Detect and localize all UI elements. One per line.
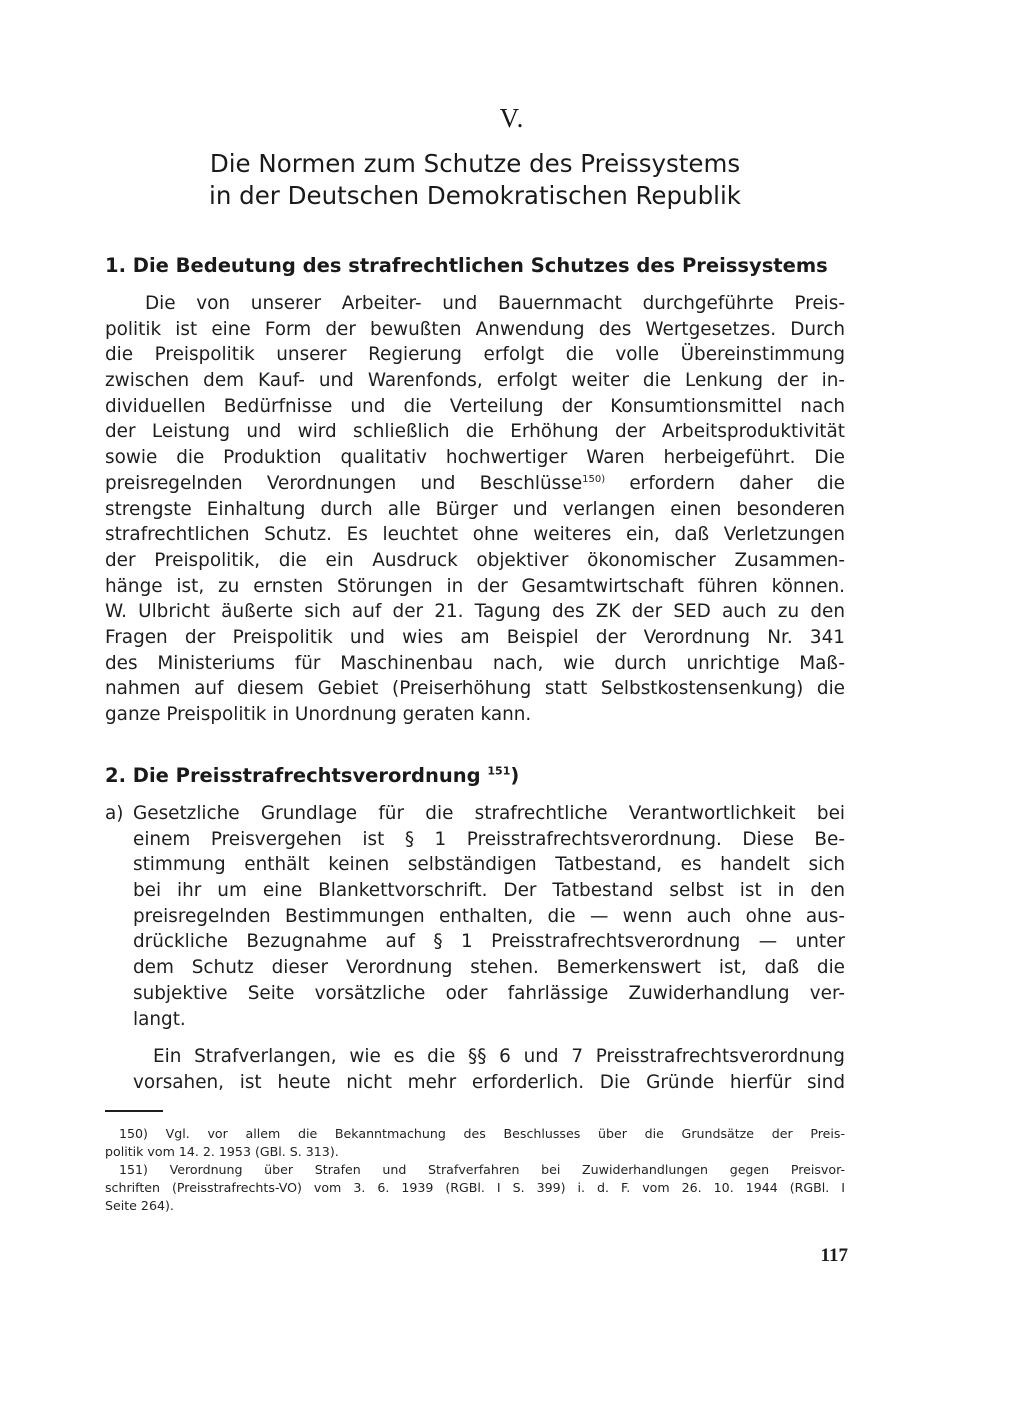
text-line: der Leistung und wird schließlich die Erhöhung der Arbeitsproduktivität [105,421,845,443]
section-2-body [105,801,845,1096]
list-item-a [105,801,845,1032]
footnote-ref-151: 151 [487,764,511,778]
text-line: stimmung enthält keinen selbständigen Tatbestand, es handelt sich [133,854,845,876]
text-line: dividuellen Bedürfnisse und die Verteilung der Konsumtionsmittel nach [105,395,845,417]
text-fragment: preisregelnden Verordnungen und Beschlüsse [105,472,583,494]
text-line: subjektive Seite vorsätzliche oder fahrlässige Zuwiderhandlung ver- [133,982,845,1004]
text-line: W. Ulbricht äußerte sich auf der 21. Tagung des ZK der SED auch zu den [105,601,845,623]
page-number: 117 [820,1245,848,1266]
text-line [105,471,845,497]
text-line: ganze Preispolitik in Unordnung geraten kann. [105,704,532,725]
text-fragment: erfordern daher die [629,472,845,494]
text-line: strafrechtlichen Schutz. Es leuchtet ohne weiteres ein, daß Verletzungen [105,524,845,546]
text-line: der Preispolitik, die ein Ausdruck objektiver ökonomischer Zusammen- [105,549,845,571]
footnote-line: schriften (Preisstrafrechts-VO) vom 3. 6. 1939 (RGBl. I S. 399) i. d. F. vom 26. 10. 1944 (RGBl. I [105,1180,845,1195]
text-line: nahmen auf diesem Gebiet (Preiserhöhung statt Selbstkostensenkung) die [105,678,845,700]
text-line: hänge ist, zu ernsten Störungen in der Gesamtwirtschaft führen können. [105,575,845,597]
footnotes [105,1125,845,1215]
footnote-ref-150: 150) [582,473,606,485]
section-2-heading [105,764,519,787]
text-line: Fragen der Preispolitik und wies am Beispiel der Verordnung Nr. 341 [105,626,845,648]
chapter-title-line: Die Normen zum Schutze des Preissystems [209,149,741,178]
footnote-line: 150) Vgl. vor allem die Bekanntmachung des Beschlusses über die Grundsätze der Preis- [119,1126,845,1141]
text-line: des Ministeriums für Maschinenbau nach, wie durch unrichtige Maß- [105,652,845,674]
chapter-title [0,148,950,212]
chapter-title-line: in der Deutschen Demokratischen Republik [209,181,741,210]
text-line: dem Schutz dieser Verordnung stehen. Bemerkenswert ist, daß die [133,957,845,979]
footnote-150 [105,1125,845,1161]
section-1-heading: 1. Die Bedeutung des strafrechtlichen Schutzes des Preissystems [105,254,828,277]
text-line: preisregelnden Bestimmungen enthalten, die — wenn auch ohne aus- [133,905,845,927]
text-line: Gesetzliche Grundlage für die strafrechtliche Verantwortlichkeit bei [133,803,845,824]
list-marker: a) [105,803,124,824]
chapter-number: V. [499,103,525,133]
text-line: zwischen dem Kauf- und Warenfonds, erfolgt weiter die Lenkung der in- [105,370,845,392]
text-line: Die von unserer Arbeiter- und Bauernmacht durchgeführte Preis- [145,293,845,314]
text-line: die Preispolitik unserer Regierung erfolgt die volle Übereinstimmung [105,344,845,366]
text-line: sowie die Produktion qualitativ hochwertiger Waren herbeigeführt. Die [105,447,845,469]
text-line: politik ist eine Form der bewußten Anwendung des Wertgesetzes. Durch [105,318,845,340]
footnote-line: Seite 264). [105,1198,174,1213]
text-line: strengste Einhaltung durch alle Bürger und verlangen einen besonderen [105,498,845,520]
text-line: bei ihr um eine Blankettvorschrift. Der Tatbestand selbst ist in den [133,880,845,902]
text-line: drückliche Bezugnahme auf § 1 Preisstrafrechtsverordnung — unter [133,931,845,953]
section-2-heading-text: 2. Die Preisstrafrechtsverordnung [105,764,481,787]
footnote-divider [105,1110,163,1112]
section-1-body [105,291,845,728]
footnote-line: politik vom 14. 2. 1953 (GBl. S. 313). [105,1144,339,1159]
text-line: vorsahen, ist heute nicht mehr erforderlich. Die Gründe hierfür sind [133,1071,845,1093]
footnote-line: 151) Verordnung über Strafen und Strafverfahren bei Zuwiderhandlungen gegen Preisvor- [119,1162,845,1177]
text-line: Ein Strafverlangen, wie es die §§ 6 und 7 Preisstrafrechtsverordnung [153,1046,845,1068]
heading-paren: ) [510,764,520,787]
footnote-151 [105,1161,845,1215]
text-line: einem Preisvergehen ist § 1 Preisstrafrechtsverordnung. Diese Be- [133,828,845,850]
text-line: langt. [133,1008,186,1030]
